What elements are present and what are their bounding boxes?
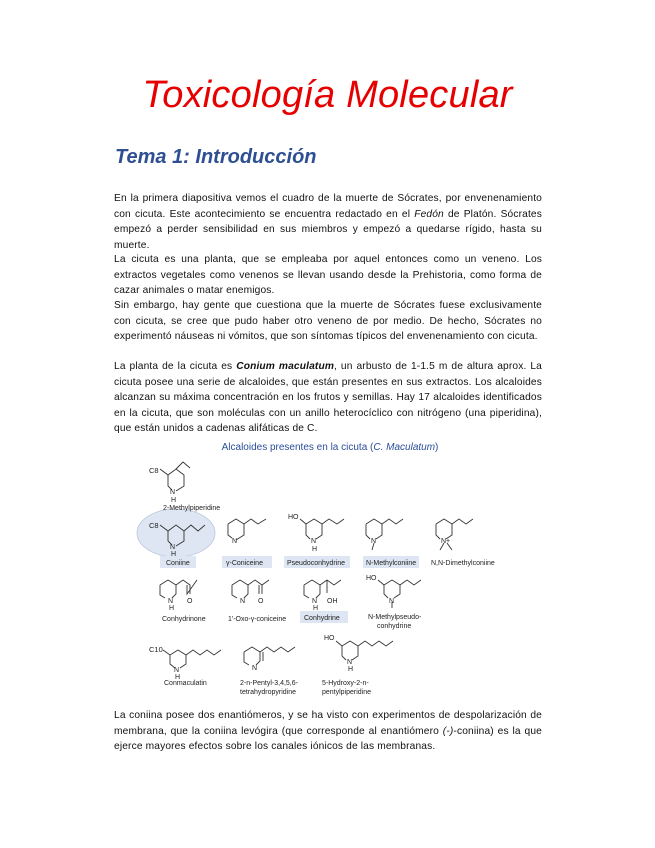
svg-text:N: N (170, 489, 176, 496)
svg-text:γ-Coniceine: γ-Coniceine (226, 560, 263, 567)
svg-text:O: O (258, 598, 264, 605)
svg-text:Coniine: Coniine (166, 560, 190, 567)
svg-text:Conhydrine: Conhydrine (304, 615, 340, 622)
svg-text:N: N (371, 538, 377, 545)
svg-text:N-Methylconiine: N-Methylconiine (366, 560, 417, 567)
svg-text:O: O (187, 598, 193, 605)
svg-text:Conhydrinone: Conhydrinone (162, 616, 206, 623)
molecule-pentyl-tetrahydropyridine (240, 647, 299, 696)
svg-text:2-n-Pentyl-3,4,5,6-: 2-n-Pentyl-3,4,5,6- (240, 680, 298, 687)
molecule-oxo-coniceine (228, 580, 286, 623)
svg-text:N: N (389, 598, 395, 605)
document-title: Toxicología Molecular (142, 74, 513, 116)
svg-text:H: H (171, 551, 177, 558)
molecule-n-methylconiine (366, 519, 416, 567)
molecule-conhydrinone (160, 580, 206, 623)
paragraph-conium: La planta de la cicuta es Conium maculatum, un arbusto de 1-1.5 m de altura aprox. La cicuta posee una serie de alcaloides, que están presentes en sus extractos. Los alcaloides alcanzan su máxima concentración en los frutos y semillas. Hay 17 alcaloides identificados en la cicuta, que son moléculas con un anillo heterocíclico con nitrógeno (una piperidina), que están unidos a cadenas alifáticas de C. (114, 361, 542, 434)
coniine-highlight (137, 509, 215, 557)
svg-text:HO: HO (324, 635, 335, 642)
paragraph-doubt: Sin embargo, hay gente que cuestiona que la muerte de Sócrates fuese exclusivamente con cicuta, se cree que pudo haber otro veneno de por medio. De hecho, Sócrates no experimentó náuseas ni vómitos, que son síntomas típicos del envenenamiento con cicuta. (114, 300, 542, 342)
svg-text:N-Methylpseudo-: N-Methylpseudo- (368, 614, 422, 621)
svg-text:N+: N+ (441, 538, 451, 545)
svg-text:N,N-Dimethylconiine: N,N-Dimethylconiine (431, 560, 495, 567)
svg-text:N: N (347, 659, 353, 666)
svg-text:N: N (168, 598, 174, 605)
svg-text:N: N (232, 538, 238, 545)
svg-text:N: N (170, 544, 176, 551)
svg-text:H: H (348, 666, 354, 673)
molecule-g-coniceine (226, 519, 266, 567)
molecule-n-methylpseudoconhydrine (366, 575, 422, 630)
svg-text:conhydrine: conhydrine (377, 623, 412, 630)
svg-text:N: N (312, 598, 318, 605)
molecule-connmaculatin (149, 645, 221, 687)
svg-text:pentylpiperidine: pentylpiperidine (322, 689, 372, 696)
section-heading: Tema 1: Introducción (115, 146, 317, 168)
svg-text:C10: C10 (149, 645, 163, 654)
svg-text:2-Methylpiperidine: 2-Methylpiperidine (163, 505, 221, 512)
svg-text:1'-Oxo-γ-coniceine: 1'-Oxo-γ-coniceine (228, 616, 287, 623)
molecule-pseudoconhydrine (287, 514, 345, 567)
molecule-methylpiperidine (149, 462, 220, 512)
svg-text:H: H (313, 605, 319, 612)
svg-text:Pseudoconhydrine: Pseudoconhydrine (287, 560, 345, 567)
molecule-hydroxy-pentylpiperidine (322, 635, 393, 696)
svg-text:H: H (169, 605, 175, 612)
paragraph-socrates: En la primera diapositiva vemos el cuadro de la muerte de Sócrates, por envenenamiento con cicuta. Este acontecimiento se encuentra redactado en el Fedón de Platón. Sócrates empezó a perder sensibilidad en sus miembros y empezó a quedarse rígido, hasta su muerte. (114, 193, 542, 251)
svg-text:N: N (252, 665, 258, 672)
svg-text:HO: HO (288, 514, 299, 521)
svg-text:C8: C8 (149, 521, 159, 530)
svg-text:H: H (175, 674, 181, 681)
svg-text:C8: C8 (149, 466, 159, 475)
svg-text:tetrahydropyridine: tetrahydropyridine (240, 689, 297, 696)
svg-text:H: H (312, 546, 318, 553)
svg-text:H: H (171, 497, 177, 504)
svg-text:N: N (311, 538, 317, 545)
svg-text:N: N (174, 667, 180, 674)
paragraph-cicuta: La cicuta es una planta, que se empleaba por aquel entonces como un veneno. Los extractos vegetales como venenos se llevan usando desde la Prehistoria, como forma de cazar animales o matar enemigos. (114, 254, 542, 296)
svg-text:5-Hydroxy-2-n-: 5-Hydroxy-2-n- (322, 680, 369, 687)
svg-text:N: N (240, 598, 246, 605)
svg-text:Conmaculatin: Conmaculatin (164, 680, 207, 687)
paragraph-coniine-enantiomers: La coniina posee dos enantiómeros, y se ha visto con experimentos de despolarización de membrana, que la coniina levógira (que corresponde al enantiómero (-)-coniina) es la que ejerce mayores efectos sobre los canales iónicos de las membranas. (114, 710, 542, 752)
molecule-nn-dimethylconiine (431, 519, 495, 567)
svg-text:HO: HO (366, 575, 377, 582)
svg-text:OH: OH (327, 598, 338, 605)
molecule-conhydrine (304, 580, 341, 622)
figure-caption: Alcaloides presentes en la cicuta (C. Maculatum) (221, 442, 439, 453)
